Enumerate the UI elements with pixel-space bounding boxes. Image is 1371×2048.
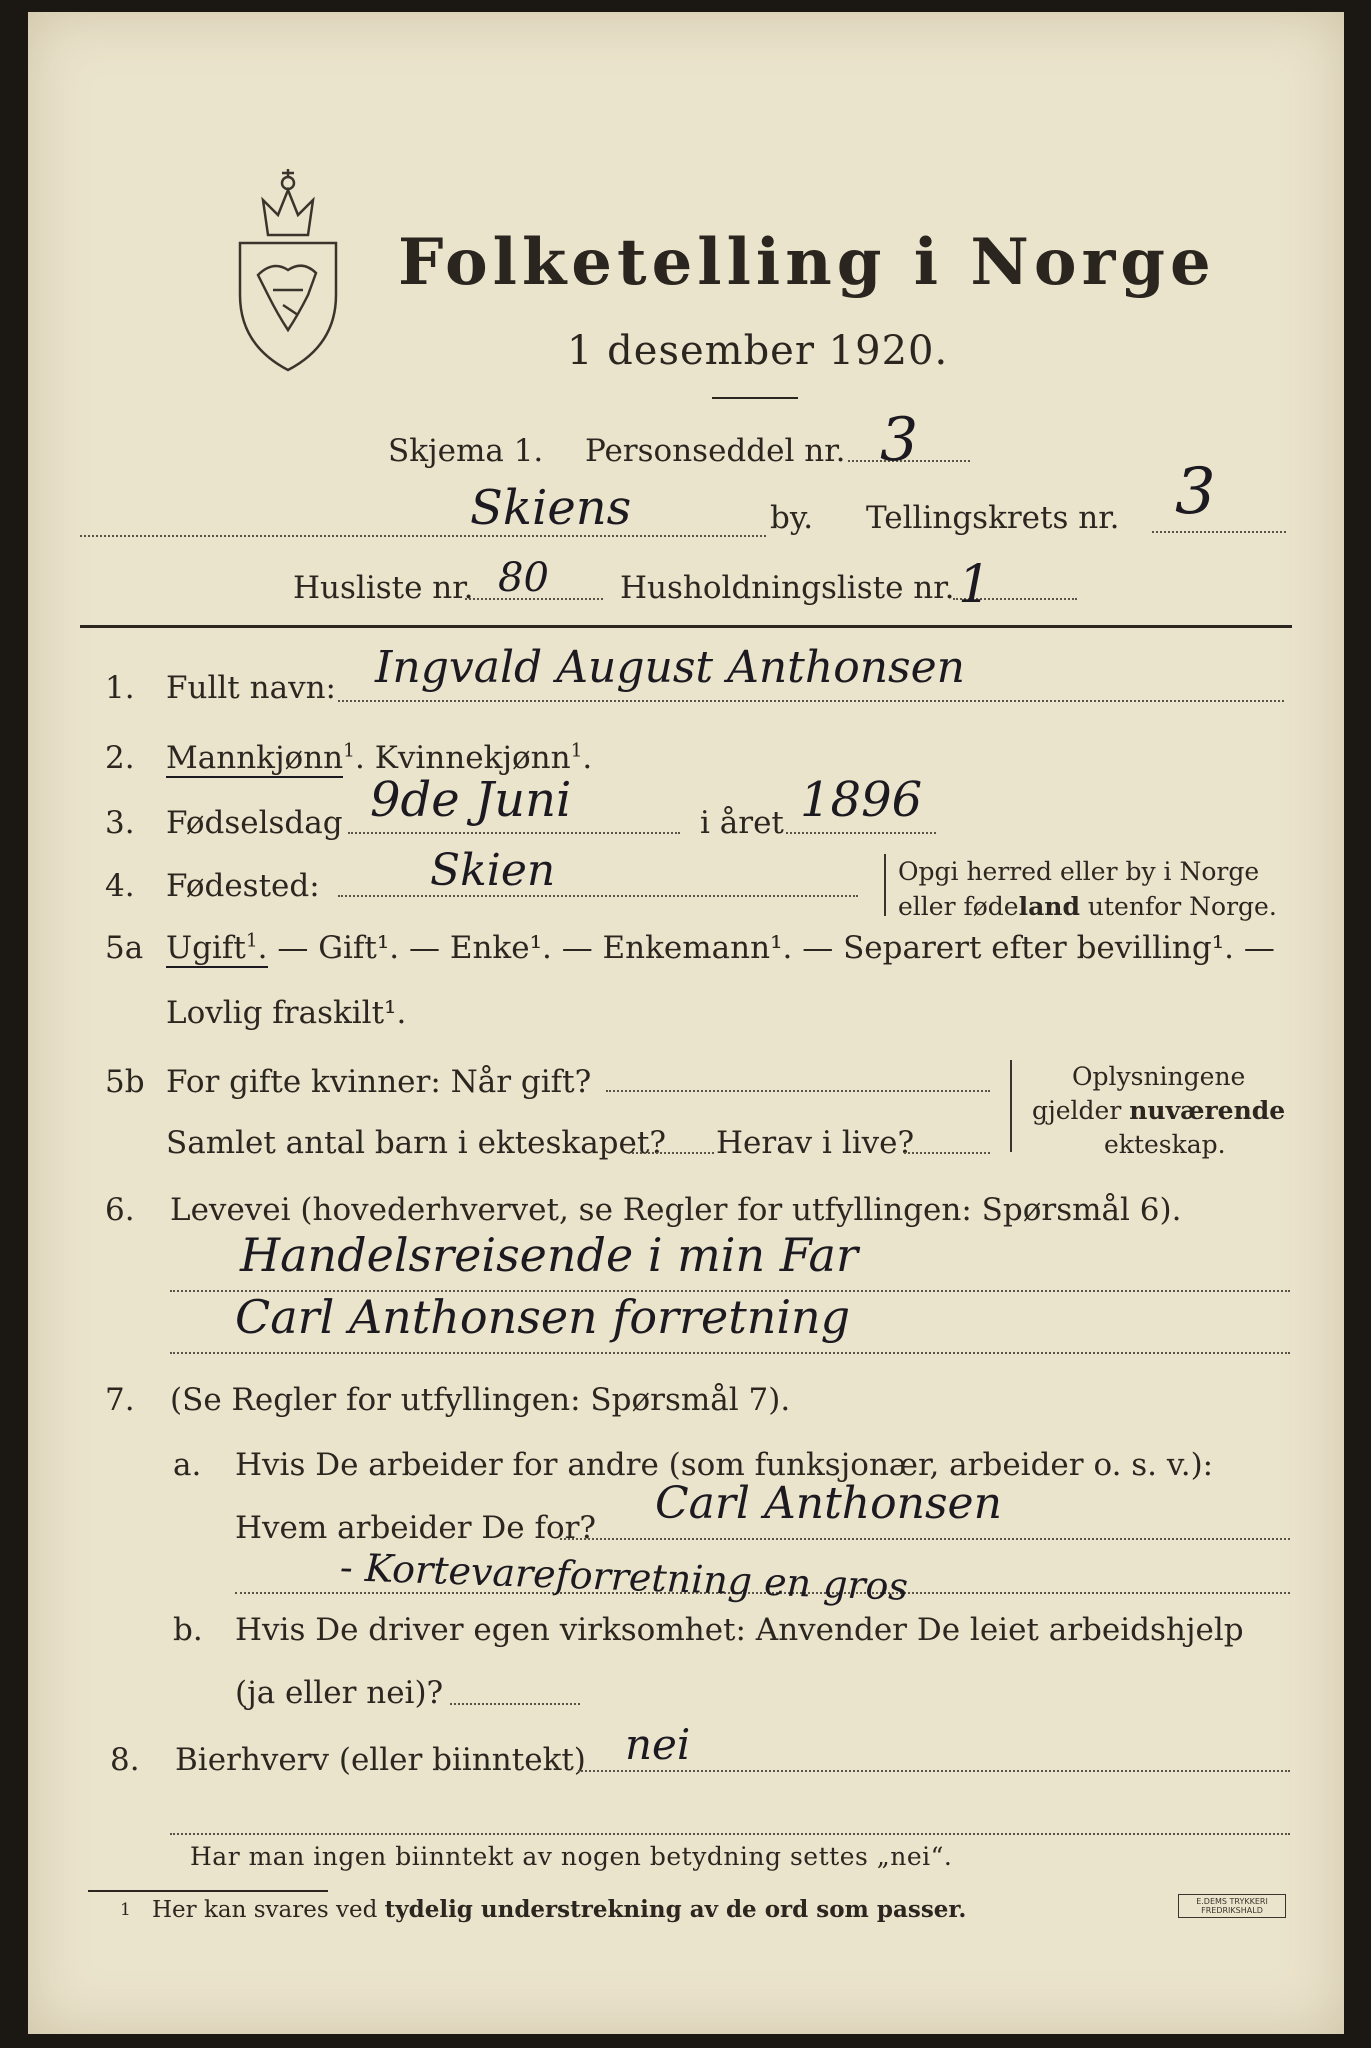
q7b-line1: Hvis De driver egen virksomhet: Anvender De leiet arbeidshjelp [235,1612,1244,1648]
q2-options [166,740,592,776]
husliste-value: 80 [498,555,549,601]
husliste-label: Husliste nr. [293,570,474,606]
q8-line [578,1770,1290,1772]
tellingskrets-line [1152,531,1286,533]
city-line [80,535,766,537]
q5a-ugift-text: Ugift [166,930,246,966]
q3-year-value: 1896 [800,772,923,828]
footnote-number: 1 [120,1900,131,1920]
q8-label: Bierhverv (eller biinntekt) [175,1742,586,1778]
q1-label: Fullt navn: [166,670,336,706]
q8-value: nei [625,1720,691,1769]
q5b-line1: For gifte kvinner: Når gift? [166,1064,592,1100]
q4-number: 4. [105,868,135,904]
q4-note-line2c: utenfor Norge. [1079,892,1277,921]
q8-line2 [170,1833,1290,1835]
header-rule [80,625,1292,628]
q5a-line2: Lovlig fraskilt¹. [166,995,407,1031]
q7a-value1: Carl Anthonsen [655,1478,1002,1529]
q5b-note-brace [1010,1060,1012,1152]
footer-note: Har man ingen biinntekt av nogen betydning settes „nei“. [190,1842,953,1871]
skjema-label: Skjema 1. [388,433,544,469]
q5b-line2a: Samlet antal barn i ekteskapet? [166,1125,666,1161]
city-value: Skiens [470,480,632,536]
q2-sup-2: 1 [570,740,583,762]
q7b-line [450,1703,580,1705]
q7a-line [560,1538,1290,1540]
title-divider [712,397,798,399]
census-date: 1 desember 1920. [567,328,949,374]
q7-label: (Se Regler for utfyllingen: Spørsmål 7). [170,1382,791,1418]
q2-dot-2: . [582,740,593,776]
q5b-note2a: gjelder [1032,1096,1130,1125]
q6-number: 6. [105,1192,135,1228]
q6-value-line2: Carl Anthonsen forretning [235,1290,851,1344]
tellingskrets-value: 3 [1175,455,1216,529]
footnote-text-a: Her kan svares ved [152,1897,385,1923]
q7a-line1: Hvis De arbeider for andre (som funksjonær, arbeider o. s. v.): [235,1447,1214,1483]
q5b-line2b: Herav i live? [716,1125,915,1161]
q8-number: 8. [110,1742,140,1778]
printer-stamp-line1: E.DEMS TRYKKERI [1196,1897,1268,1906]
q2-sup-1: 1 [343,740,355,762]
q1-line [338,700,1284,702]
by-label: by. [770,500,814,536]
q5b-naar-gift-line [606,1090,990,1092]
q5a-dot: . [257,930,268,966]
q5b-number: 5b [105,1064,145,1100]
personseddel-value: 3 [880,405,919,475]
q5b-barn-line [628,1152,714,1154]
q3-day-line [348,832,680,834]
q7a-line2: Hvem arbeider De for? [235,1510,597,1546]
coat-of-arms-icon [228,165,348,375]
q4-note-line2 [898,892,1277,921]
footnote-text [152,1896,966,1923]
q6-label: Levevei (hovederhvervet, se Regler for utfyllingen: Spørsmål 6). [170,1192,1182,1228]
q3-year-line [786,832,936,834]
q5b-live-line [904,1152,990,1154]
footnote-text-b: tydelig understrekning av de ord som passer. [384,1896,967,1923]
q2-mannkjonn: Mannkjønn [166,740,344,776]
q4-value: Skien [430,845,556,896]
q7a-number: a. [173,1447,202,1483]
tellingskrets-label: Tellingskrets nr. [866,500,1120,536]
q5a-number: 5a [105,930,144,966]
q4-line [338,895,858,897]
q4-note-line2a: eller føde [898,892,1019,921]
q7-number: 7. [105,1382,135,1418]
q5a-ugift [166,930,268,968]
husholdningsliste-value: 1 [958,555,992,615]
q3-day-value: 9de Juni [370,772,572,828]
q4-note-land: land [1018,892,1080,921]
q5a-rest: — Gift¹. — Enke¹. — Enkemann¹. — Separert efter bevilling¹. — [267,930,1275,966]
q7b-line2: (ja eller nei)? [235,1675,444,1711]
printer-stamp-line2: FREDRIKSHALD [1201,1906,1263,1915]
q6-line2 [170,1352,1290,1354]
q3-aaret-label: i året [700,805,784,841]
q2-kvinnekjonn: Kvinnekjønn [374,740,571,776]
q6-value-line1: Handelsreisende i min Far [240,1228,858,1282]
q2-number: 2. [105,740,135,776]
q2-dot-1: . [355,740,365,776]
footer-divider [88,1890,328,1892]
q1-value: Ingvald August Anthonsen [375,642,965,693]
printer-stamp [1178,1894,1286,1918]
q1-number: 1. [105,670,135,706]
q4-note-brace [884,854,886,916]
form-title: Folketelling i Norge [398,225,1216,300]
q5a-options [166,930,1275,966]
q5b-note3: ekteskap. [1104,1130,1226,1159]
q3-number: 3. [105,805,135,841]
personseddel-label: Personseddel nr. [585,433,846,469]
q4-note-line1: Opgi herred eller by i Norge [898,857,1260,886]
q3-label: Fødselsdag [166,805,343,841]
q7b-number: b. [173,1612,203,1648]
q5b-note2 [1032,1096,1285,1125]
husholdningsliste-label: Husholdningsliste nr. [620,570,955,606]
q7a-value2: - Kortevareforretning en gros [339,1545,909,1609]
q5b-note1: Oplysningene [1072,1062,1246,1091]
q5a-sup: 1 [245,930,258,952]
q5b-note2b: nuværende [1129,1096,1286,1125]
q4-label: Fødested: [166,868,320,904]
